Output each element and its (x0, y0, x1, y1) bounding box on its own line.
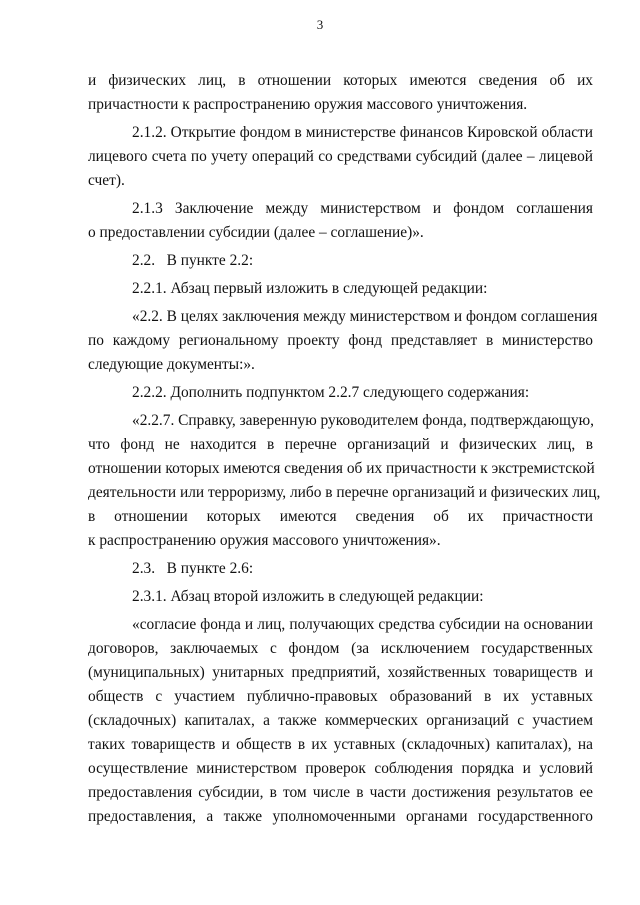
text-line: договоров, заключаемых с фондом (за исключением государственных (88, 640, 593, 657)
text-line: отношении которых имеются сведения об их причастности к экстремистской (88, 460, 595, 477)
text-line: и физических лиц, в отношении которых имеются сведения об их (88, 72, 593, 89)
text-line: 2.3.1. Абзац второй изложить в следующей редакции: (132, 588, 484, 605)
text-line: 2.3. В пункте 2.6: (132, 560, 254, 577)
text-line: 2.2.2. Дополнить подпунктом 2.2.7 следующего содержания: (132, 384, 530, 401)
text-line: лицевого счета по учету операций со средствами субсидий (далее – лицевой (88, 148, 593, 165)
text-line: предоставления субсидии, в том числе в части достижения результатов ее (88, 784, 593, 801)
text-line: 2.1.2. Открытие фондом в министерстве финансов Кировской области (132, 124, 593, 141)
text-line: (складочных) капиталах, а также коммерческих организаций с участием (88, 712, 593, 729)
text-line: таких товариществ и обществ в их уставных (складочных) капиталах), на (88, 736, 593, 753)
text-line: 2.2. В пункте 2.2: (132, 252, 254, 269)
text-line: в отношении которых имеются сведения об их причастности (88, 508, 593, 525)
text-line: «2.2.7. Справку, заверенную руководителем фонда, подтверждающую, (132, 412, 594, 429)
text-line: деятельности или терроризму, либо в перечне организаций и физических лиц, (88, 484, 601, 501)
page-number: 3 (316, 17, 324, 32)
text-line: счет). (88, 172, 125, 189)
document-body (88, 69, 601, 829)
text-line: по каждому региональному проекту фонд представляет в министерство (88, 332, 593, 349)
text-line: о предоставлении субсидии (далее – соглашение)». (88, 224, 424, 241)
text-line: что фонд не находится в перечне организаций и физических лиц, в (88, 436, 593, 453)
text-line: к распространению оружия массового уничтожения». (88, 532, 441, 549)
text-line: причастности к распространению оружия массового уничтожения. (88, 96, 528, 113)
text-line: следующие документы:». (88, 356, 255, 373)
text-line: обществ с участием публично-правовых образований в их уставных (88, 688, 593, 705)
text-line: предоставления, а также уполномоченными органами государственного (88, 808, 593, 825)
text-line: осуществление министерством проверок соблюдения порядка и условий (88, 760, 593, 777)
text-line: 2.1.3 Заключение между министерством и фондом соглашения (132, 200, 593, 217)
text-line: (муниципальных) унитарных предприятий, хозяйственных товариществ и (88, 664, 593, 681)
text-line: «2.2. В целях заключения между министерством и фондом соглашения (132, 308, 598, 325)
text-line: 2.2.1. Абзац первый изложить в следующей редакции: (132, 280, 488, 297)
text-line: «согласие фонда и лиц, получающих средства субсидии на основании (132, 616, 593, 633)
